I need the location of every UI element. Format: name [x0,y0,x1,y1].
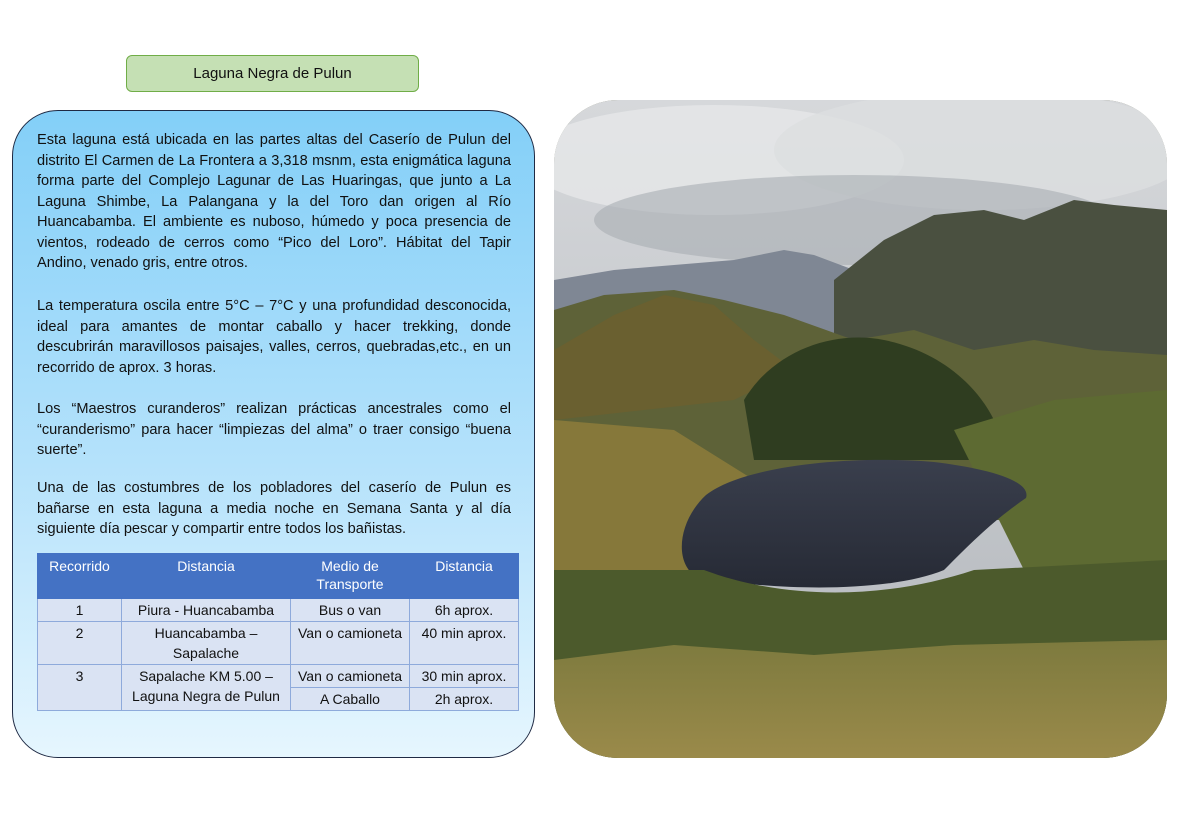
description-paragraph-customs: Una de las costumbres de los pobladores del caserío de Pulun es bañarse en esta laguna a media noche en Semana Santa y al día siguiente día pescar y compartir entre todos los bañistas. [37,480,511,537]
table-row [38,622,519,665]
cell-tiempo: 6h aprox. [410,599,519,622]
cell-medio: Bus o van [291,599,410,622]
description-paragraph-temperature: La temperatura oscila entre 5°C – 7°C y una profundidad desconocida, ideal para amantes de montar caballo y hacer trekking, donde descubrirán maravillosos paisajes, valles, cerros, quebradas,etc., en un recorrido de aprox. 3 horas. [37,298,511,376]
header-medio-transporte: Medio de Transporte [291,554,410,599]
page-title: Laguna Negra de Pulun [193,65,352,82]
cell-recorrido: 2 [38,622,122,665]
description-paragraph-curanderos: Los “Maestros curanderos” realizan prácticas ancestrales como el “curanderismo” para hacer “limpiezas del alma” o traer consigo “buena suerte”. [37,401,511,458]
cell-distancia: Sapalache KM 5.00 – Laguna Negra de Pulun [122,665,291,711]
table-row [38,599,519,622]
cell-recorrido: 3 [38,665,122,711]
landscape-photo [554,100,1167,758]
cell-medio: Van o camioneta [291,622,410,665]
cell-tiempo: 40 min aprox. [410,622,519,665]
cell-tiempo: 30 min aprox. [410,665,519,688]
header-distancia: Distancia [122,554,291,599]
cell-medio: A Caballo [291,688,410,711]
route-table [37,553,519,711]
cell-distancia: Piura - Huancabamba [122,599,291,622]
landscape-photo-icon [554,100,1167,758]
page-title-box [126,55,419,92]
route-table-header-row [38,554,519,599]
header-recorrido: Recorrido [38,554,122,599]
header-duracion: Distancia [410,554,519,599]
cell-medio: Van o camioneta [291,665,410,688]
cell-recorrido: 1 [38,599,122,622]
info-card [12,110,535,758]
description-paragraph-location: Esta laguna está ubicada en las partes altas del Caserío de Pulun del distrito El Carmen de La Frontera a 3,318 msnm, esta enigmática laguna forma parte del Complejo Lagunar de Las Huaringas, que junto a La Laguna Shimbe, La Palangana y la del Toro dan origen al Río Huancabamba. El ambiente es nuboso, húmedo y poca presencia de vientos, rodeado de cerros como “Pico del Loro”. Hábitat del Tapir Andino, venado gris, entre otros. [37,132,511,271]
cell-distancia: Huancabamba – Sapalache [122,622,291,665]
cell-tiempo: 2h aprox. [410,688,519,711]
table-row [38,665,519,688]
